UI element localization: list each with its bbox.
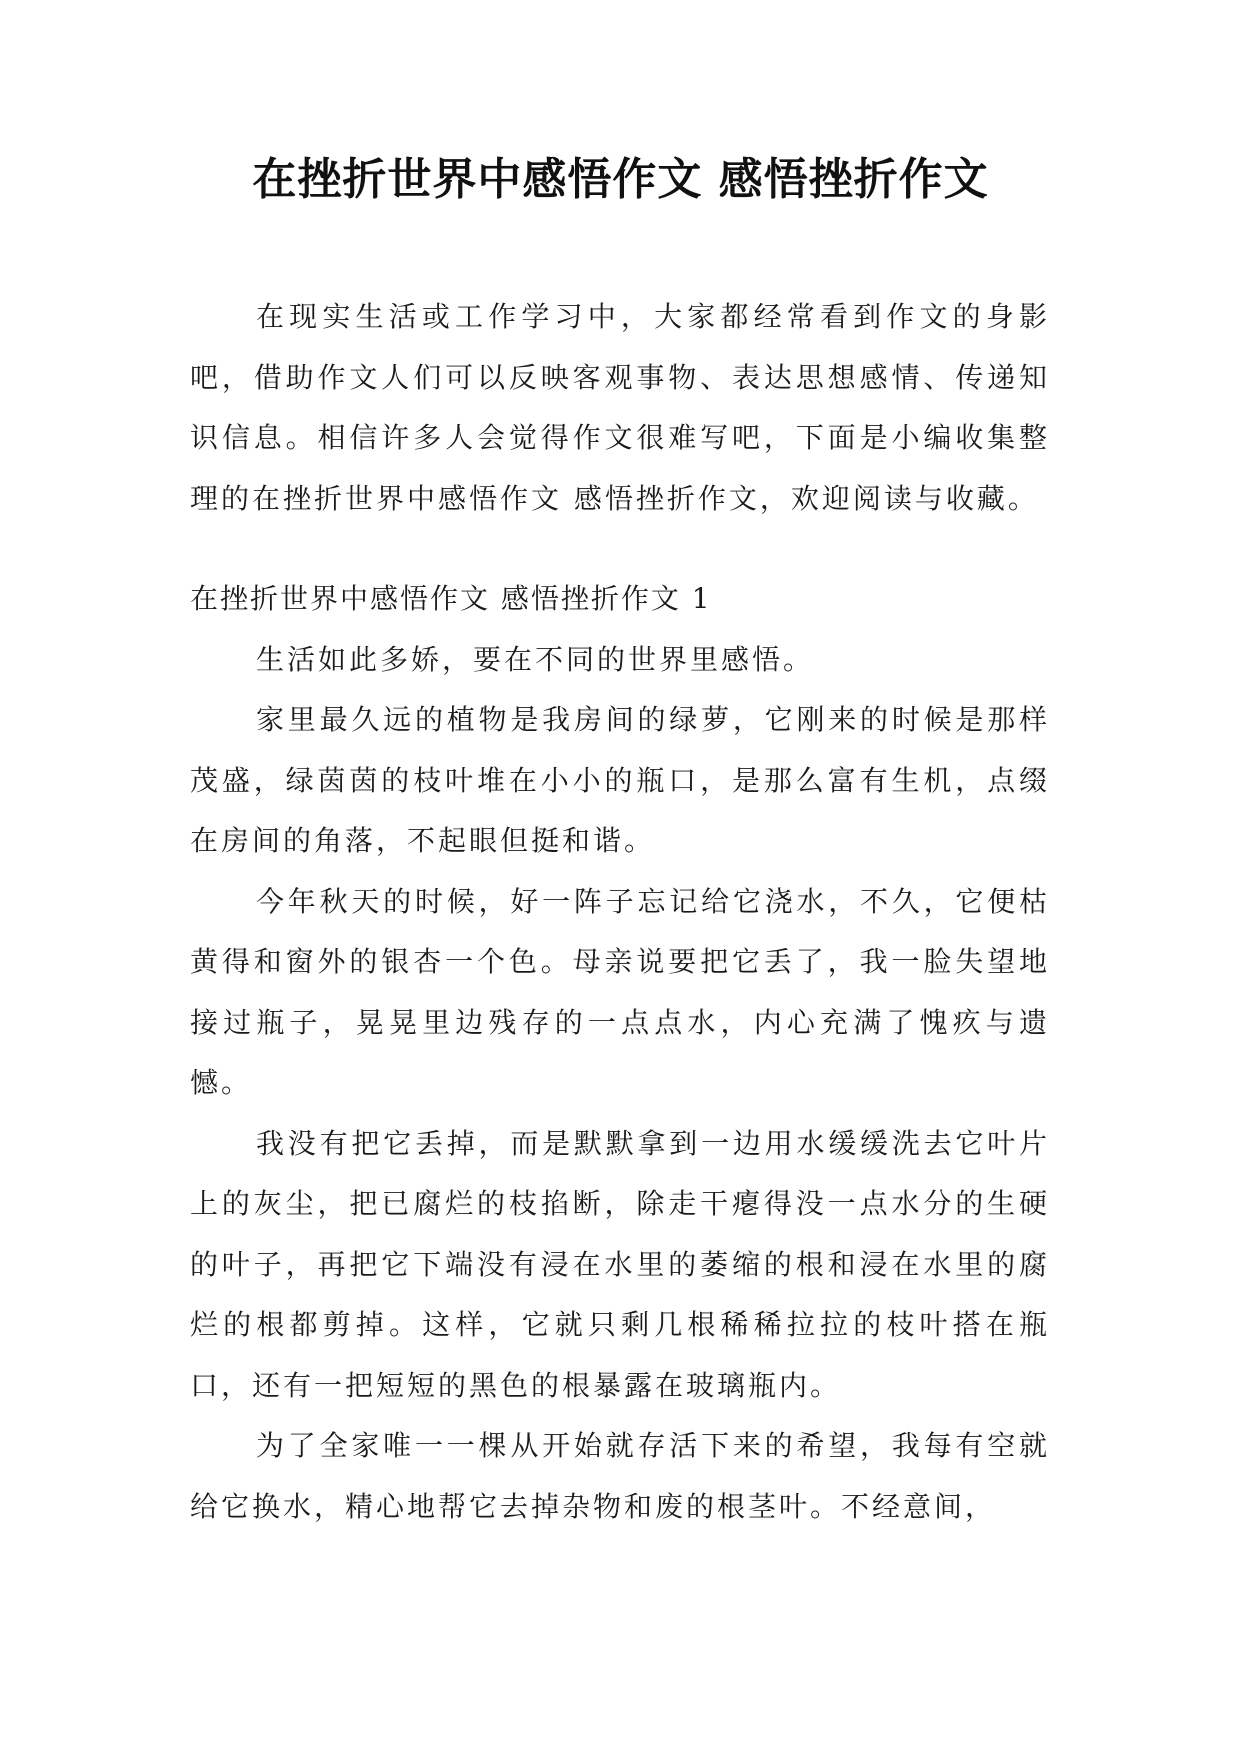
document-title: 在挫折世界中感悟作文 感悟挫折作文 bbox=[252, 154, 989, 205]
intro-paragraph: 在现实生活或工作学习中，大家都经常看到作文的身影吧，借助作文人们可以反映客观事物、表达思想感情、传递知识信息。相信许多人会觉得作文很难写吧，下面是小编收集整理的在挫折世界中感悟作文 感悟挫折作文，欢迎阅读与收藏。 bbox=[190, 300, 1050, 515]
section-heading: 在挫折世界中感悟作文 感悟挫折作文 1 bbox=[190, 582, 712, 615]
body-paragraph: 生活如此多娇，要在不同的世界里感悟。 bbox=[256, 642, 815, 676]
body-paragraph: 家里最久远的植物是我房间的绿萝，它刚来的时候是那样茂盛，绿茵茵的枝叶堆在小小的瓶口，是那么富有生机，点缀在房间的角落，不起眼但挺和谐。 bbox=[190, 703, 1050, 857]
body-paragraph: 为了全家唯一一棵从开始就存活下来的希望，我每有空就给它换水，精心地帮它去掉杂物和废的根茎叶。不经意间， bbox=[190, 1429, 1050, 1523]
body-paragraph: 今年秋天的时候，好一阵子忘记给它浇水，不久，它便枯黄得和窗外的银杏一个色。母亲说要把它丢了，我一脸失望地接过瓶子，晃晃里边残存的一点点水，内心充满了愧疚与遗憾。 bbox=[190, 884, 1050, 1099]
body-paragraph: 我没有把它丢掉，而是默默拿到一边用水缓缓洗去它叶片上的灰尘，把已腐烂的枝掐断，除走干瘪得没一点水分的生硬的叶子，再把它下端没有浸在水里的萎缩的根和浸在水里的腐烂的根都剪掉。这样，它就只剩几根稀稀拉拉的枝叶搭在瓶口，还有一把短短的黑色的根暴露在玻璃瓶内。 bbox=[190, 1126, 1050, 1402]
document-body bbox=[190, 287, 1050, 1537]
